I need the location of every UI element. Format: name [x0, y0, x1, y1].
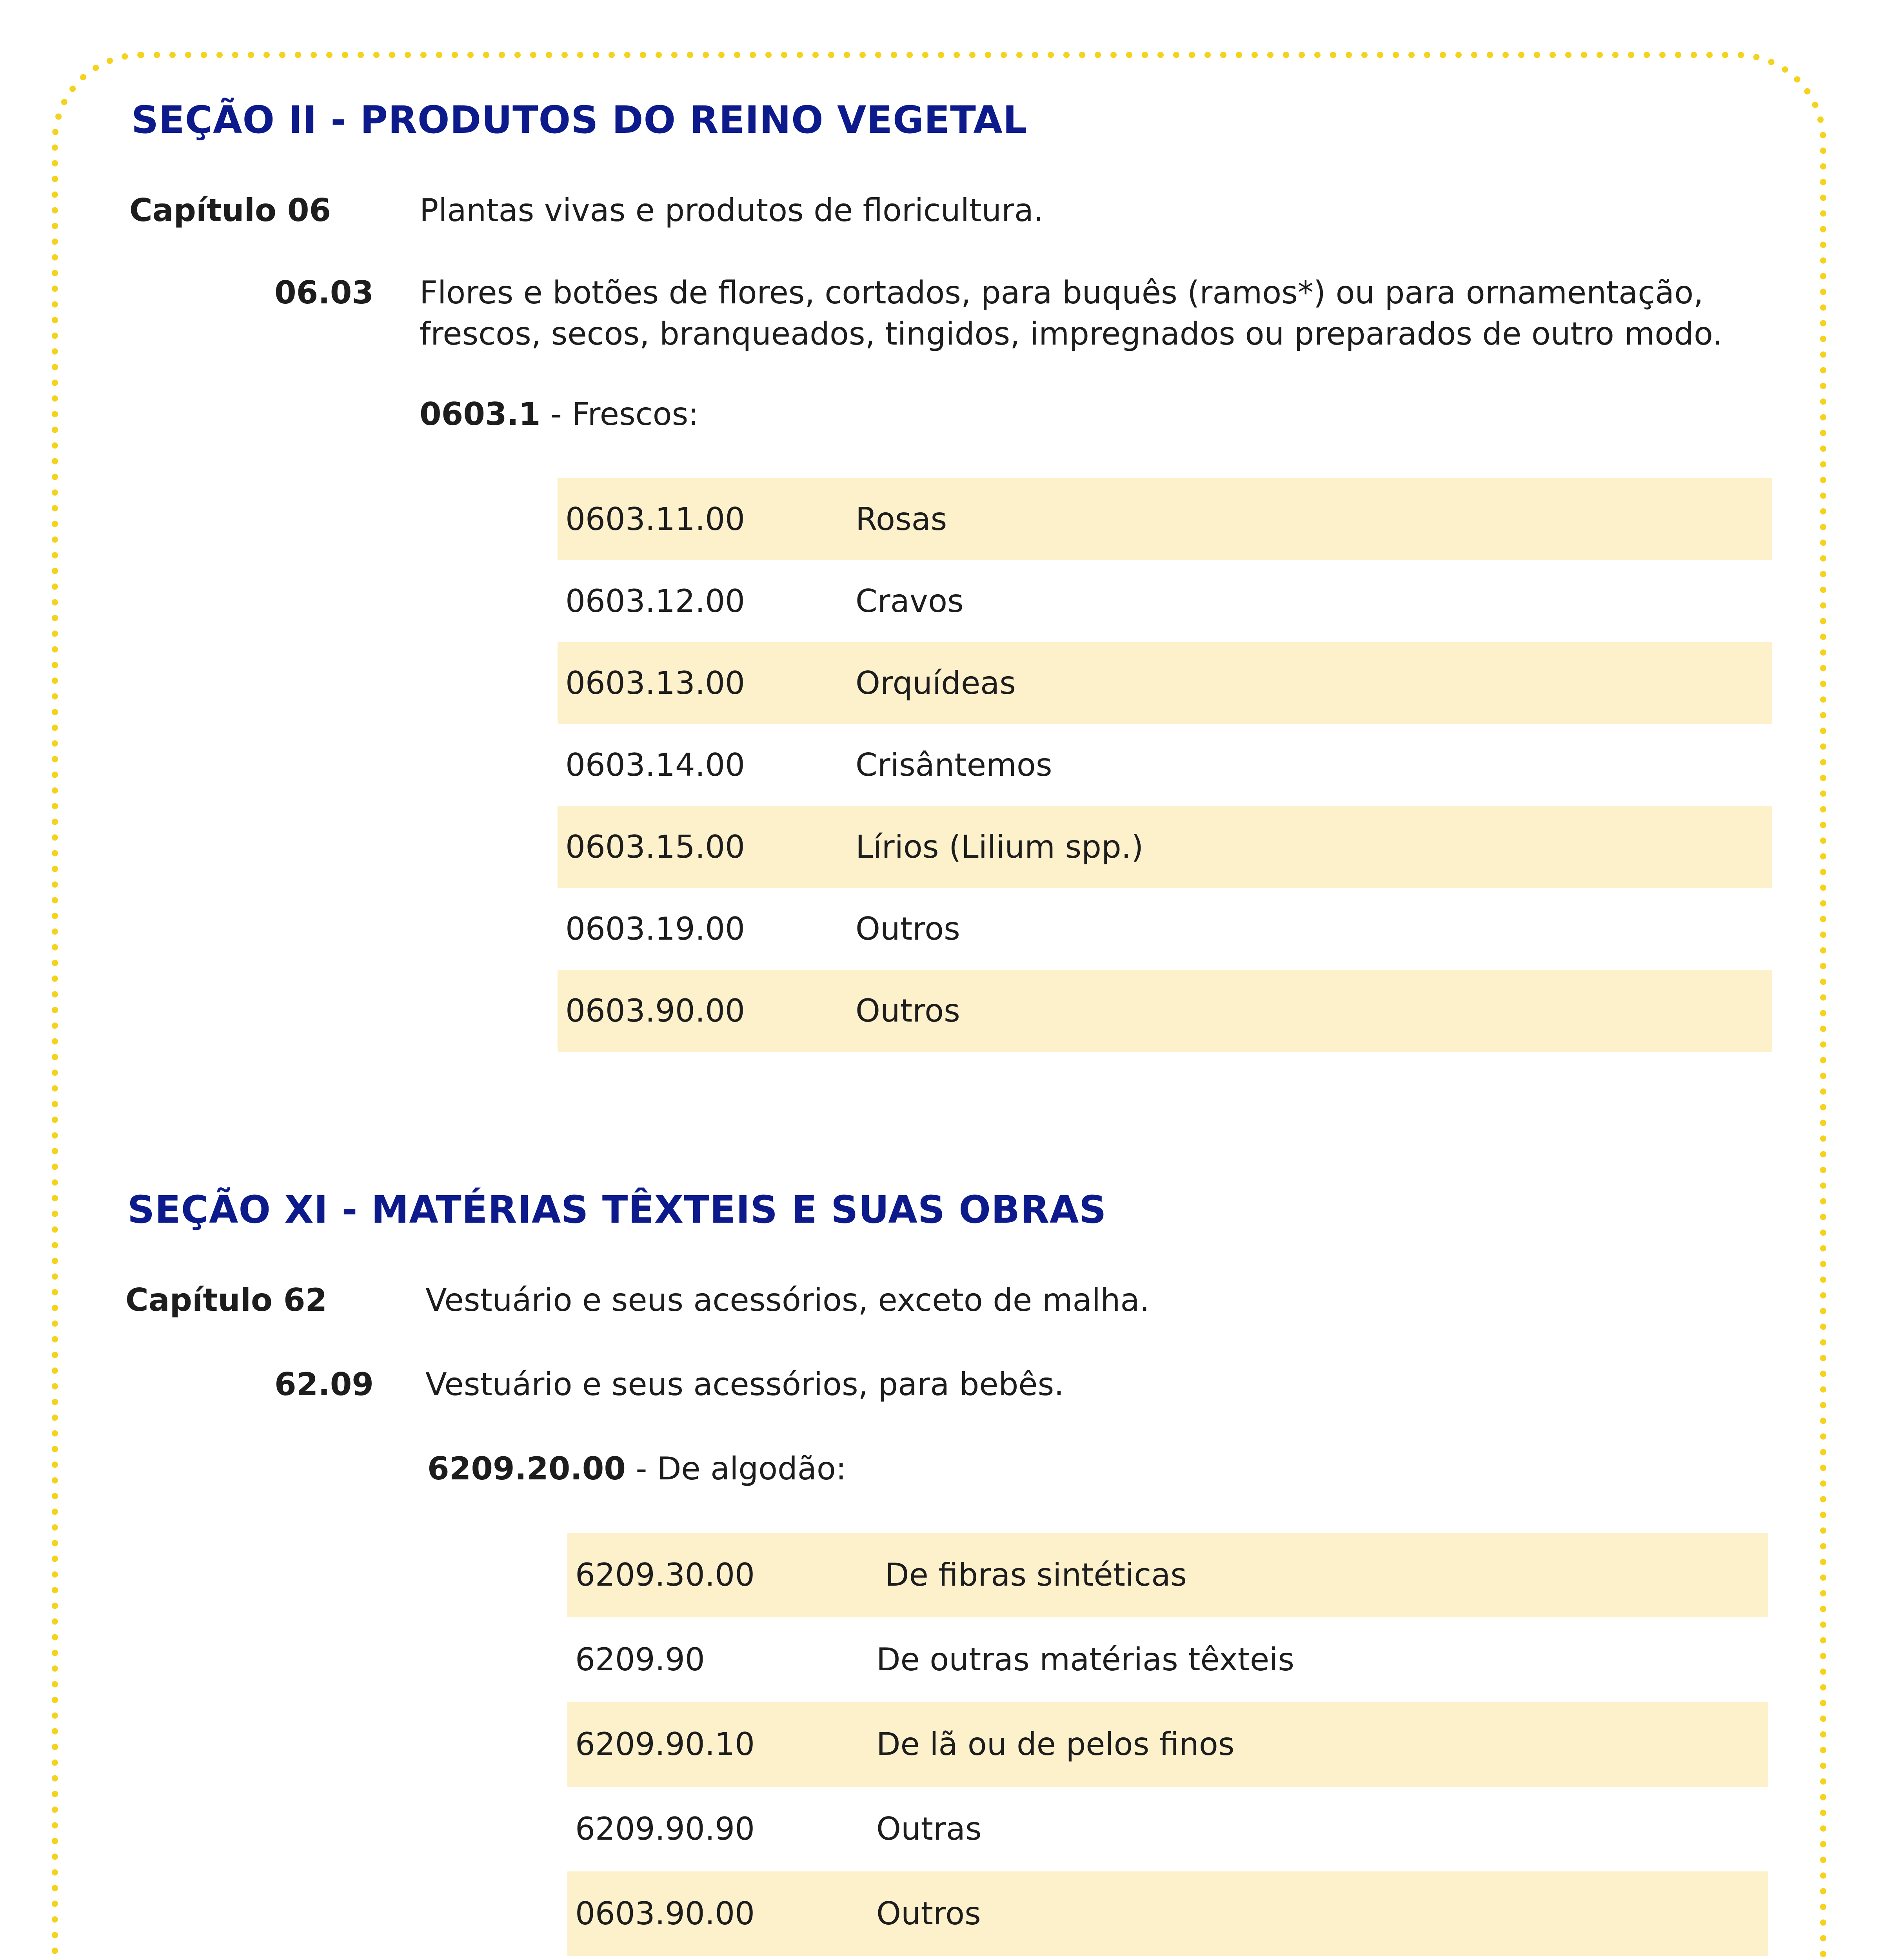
table-row: [558, 642, 1772, 724]
heading-desc-6209: Vestuário e seus acessórios, para bebês.: [425, 1366, 1064, 1403]
table-row: [567, 1617, 1768, 1702]
heading-desc-0603-line1: Flores e botões de flores, cortados, para buquês (ramos*) ou para ornamentação,: [420, 274, 1704, 311]
row-label: Lírios (Lilium spp.): [856, 829, 1144, 865]
heading-code-0603: 06.03: [274, 274, 374, 311]
subheading-desc: - Frescos:: [540, 396, 699, 432]
row-code: 0603.90.00: [565, 993, 745, 1029]
row-label: Outros: [876, 1895, 981, 1932]
row-label: Outros: [856, 911, 960, 947]
row-label: Crisântemos: [856, 747, 1052, 783]
table-row: [558, 970, 1772, 1052]
row-code: 0603.11.00: [565, 501, 745, 537]
row-code: 0603.15.00: [565, 829, 745, 865]
row-label: Orquídeas: [856, 665, 1016, 701]
row-code: 0603.14.00: [565, 747, 745, 783]
row-code: 6209.90.10: [575, 1726, 755, 1762]
row-code: 0603.13.00: [565, 665, 745, 701]
table-row: [558, 724, 1772, 806]
row-code: 0603.19.00: [565, 911, 745, 947]
row-label: Outras: [876, 1811, 982, 1847]
row-label: De outras matérias têxteis: [876, 1641, 1295, 1678]
subheading-code: 0603.1: [420, 396, 541, 432]
chapter-desc-06: Plantas vivas e produtos de floricultura.: [420, 192, 1044, 229]
row-label: Rosas: [856, 501, 947, 537]
section-heading-vegetal: SEÇÃO II - PRODUTOS DO REINO VEGETAL: [131, 98, 1027, 142]
heading-code-6209: 62.09: [274, 1366, 374, 1403]
chapter-desc-62: Vestuário e seus acessórios, exceto de malha.: [425, 1282, 1150, 1318]
table-row: [558, 806, 1772, 888]
row-label: Cravos: [856, 583, 964, 619]
table-row: [567, 1787, 1768, 1871]
subheading-0603-1: [420, 396, 699, 432]
table-row: [558, 888, 1772, 970]
row-label: De lã ou de pelos finos: [876, 1726, 1235, 1762]
row-code: 6209.30.00: [575, 1557, 755, 1593]
row-code: 6209.90.90: [575, 1811, 755, 1847]
chapter-label-06: Capítulo 06: [129, 192, 331, 229]
row-code: 0603.90.00: [575, 1895, 755, 1932]
row-code: 6209.90: [575, 1641, 705, 1678]
row-label: De fibras sintéticas: [885, 1557, 1187, 1593]
table-6209: [567, 1533, 1768, 1956]
subheading-6209-20: [427, 1450, 847, 1487]
table-0603: [558, 478, 1772, 1052]
table-row: [558, 560, 1772, 642]
table-row: [567, 1871, 1768, 1956]
row-label: Outros: [856, 993, 960, 1029]
chapter-label-62: Capítulo 62: [125, 1282, 327, 1318]
subheading-desc: - De algodão:: [626, 1450, 847, 1487]
heading-desc-0603-line2: frescos, secos, branqueados, tingidos, impregnados ou preparados de outro modo.: [420, 316, 1722, 352]
table-row: [567, 1702, 1768, 1787]
table-row: [558, 478, 1772, 560]
row-code: 0603.12.00: [565, 583, 745, 619]
subheading-code: 6209.20.00: [427, 1450, 626, 1487]
table-row: [567, 1533, 1768, 1617]
section-heading-texteis: SEÇÃO XI - MATÉRIAS TÊXTEIS E SUAS OBRAS: [127, 1188, 1107, 1232]
